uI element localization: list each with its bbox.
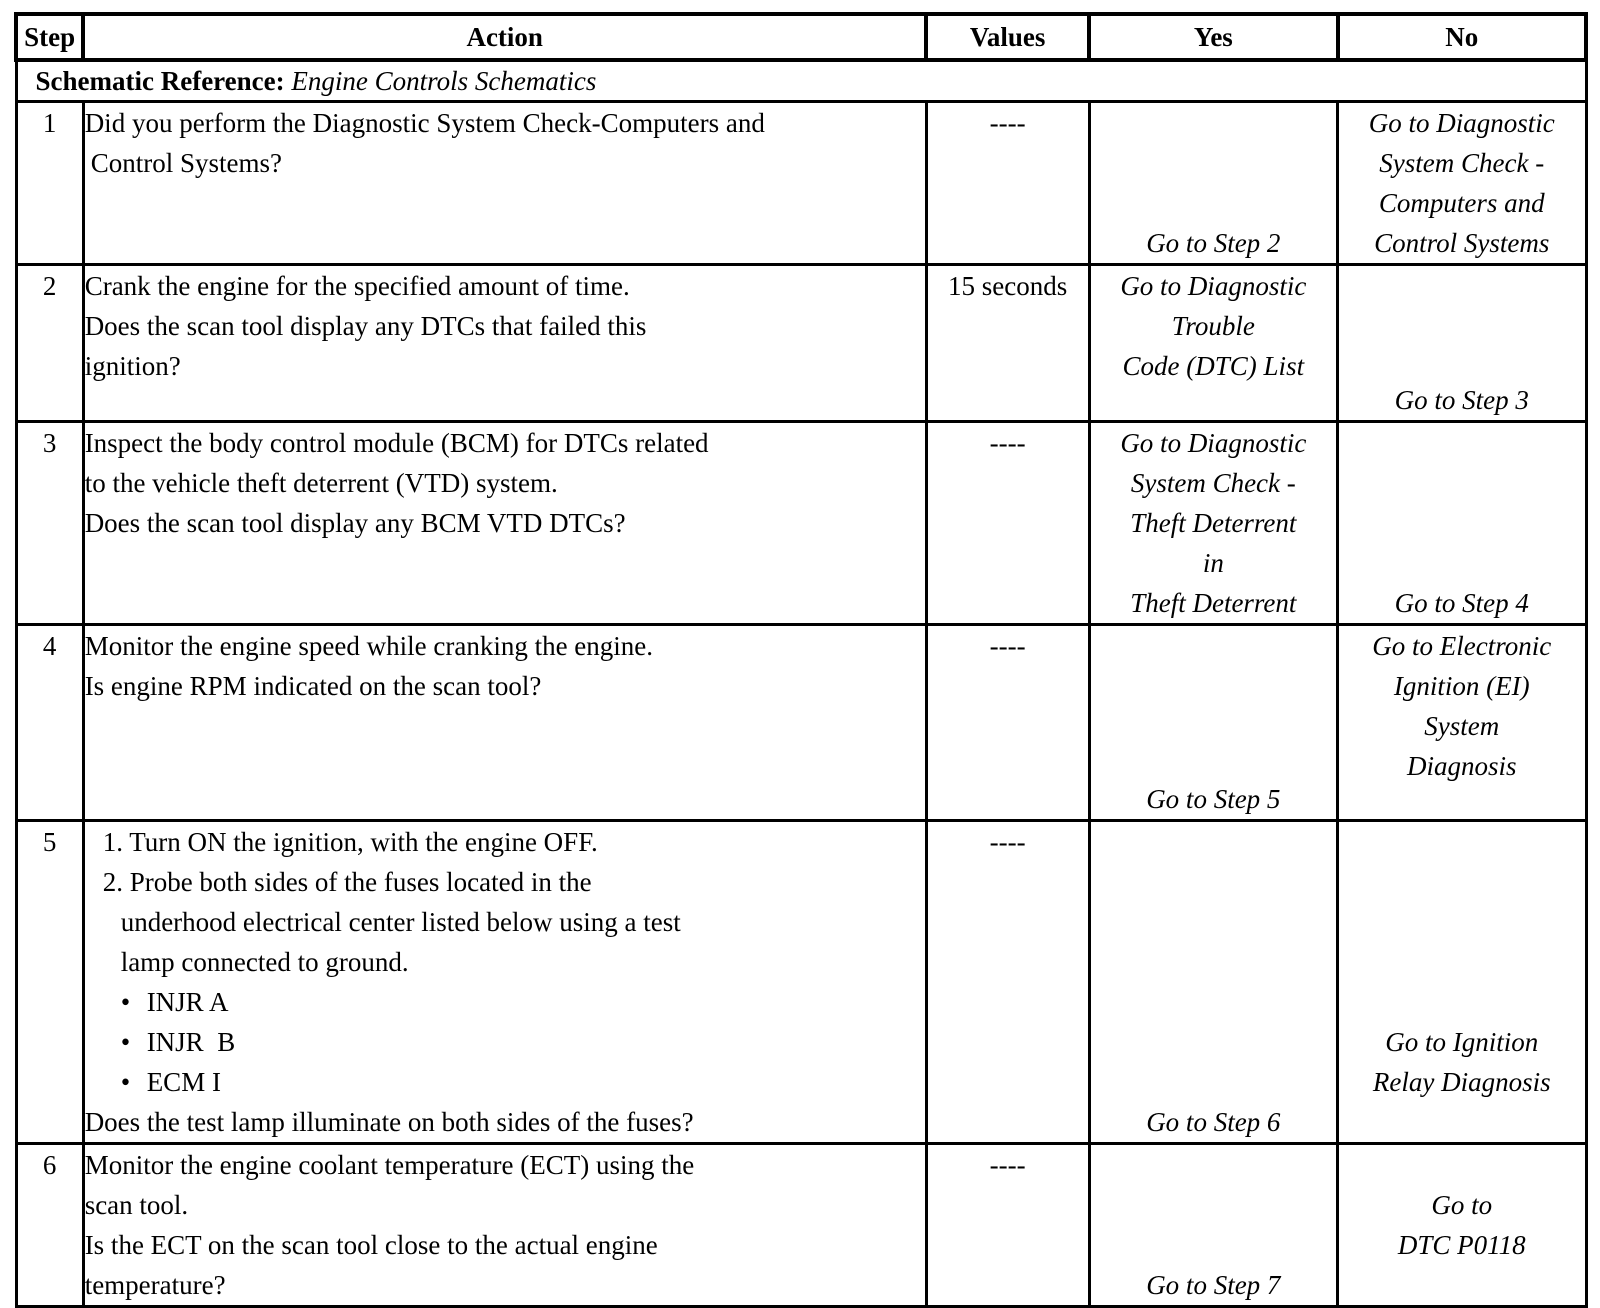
values-cell: 15 seconds xyxy=(926,265,1089,422)
header-no: No xyxy=(1338,14,1586,60)
header-action: Action xyxy=(83,14,926,60)
action-line: Is the ECT on the scan tool close to the actual engine xyxy=(84,1230,658,1260)
values-cell: ---- xyxy=(926,102,1089,265)
no-line[interactable]: Control Systems xyxy=(1374,228,1550,258)
action-line: underhood electrical center listed below using a test xyxy=(120,907,681,937)
action-line: to the vehicle theft deterrent (VTD) system. xyxy=(84,468,558,498)
yes-line[interactable]: Code (DTC) List xyxy=(1122,351,1305,381)
fuse-list-item xyxy=(85,1062,925,1102)
step-number: 3 xyxy=(16,422,83,625)
no-cell[interactable] xyxy=(1338,422,1586,625)
table-row xyxy=(16,265,1586,422)
yes-cell[interactable] xyxy=(1089,821,1337,1144)
action-line: Monitor the engine speed while cranking the engine. xyxy=(84,631,654,661)
header-values: Values xyxy=(926,14,1089,60)
schematic-reference-label: Schematic Reference: xyxy=(35,66,285,96)
fuse-list-item xyxy=(85,1022,925,1062)
action-cell xyxy=(83,102,926,265)
no-cell[interactable] xyxy=(1338,625,1586,821)
table-row xyxy=(16,1144,1586,1307)
yes-cell[interactable] xyxy=(1089,1144,1337,1307)
yes-line[interactable]: Go to Step 5 xyxy=(1146,784,1281,814)
yes-cell[interactable] xyxy=(1089,625,1337,821)
action-line: Control Systems? xyxy=(90,148,282,178)
no-line[interactable]: Go to Electronic xyxy=(1372,631,1552,661)
no-line[interactable]: Go to xyxy=(1431,1190,1493,1220)
bullet-icon: • xyxy=(120,1027,131,1057)
no-cell[interactable] xyxy=(1338,265,1586,422)
no-line[interactable]: Diagnosis xyxy=(1407,751,1517,781)
values-cell: ---- xyxy=(926,625,1089,821)
fuse-label: INJR B xyxy=(146,1027,236,1057)
yes-line[interactable]: Go to Diagnostic xyxy=(1120,271,1307,301)
no-line[interactable]: System Check - xyxy=(1379,148,1545,178)
step-number: 5 xyxy=(16,821,83,1144)
step-number: 1 xyxy=(16,102,83,265)
action-cell xyxy=(83,1144,926,1307)
action-line: Is engine RPM indicated on the scan tool? xyxy=(84,671,542,701)
table-row xyxy=(16,102,1586,265)
yes-cell[interactable] xyxy=(1089,265,1337,422)
action-line: ignition? xyxy=(84,351,181,381)
step-number: 2 xyxy=(16,265,83,422)
no-cell[interactable] xyxy=(1338,821,1586,1144)
no-line[interactable]: System xyxy=(1424,711,1500,741)
header-step: Step xyxy=(16,14,83,60)
bullet-icon: • xyxy=(120,987,131,1017)
step-number: 4 xyxy=(16,625,83,821)
no-line[interactable]: Go to Step 3 xyxy=(1394,385,1529,415)
yes-line[interactable]: in xyxy=(1202,548,1224,578)
yes-line[interactable]: Theft Deterrent xyxy=(1130,508,1297,538)
no-cell[interactable] xyxy=(1338,1144,1586,1307)
fuse-label: INJR A xyxy=(146,987,229,1017)
no-line[interactable]: Go to Step 4 xyxy=(1394,588,1529,618)
action-line: Does the scan tool display any DTCs that failed this xyxy=(84,311,647,341)
action-line: Crank the engine for the specified amount of time. xyxy=(84,271,630,301)
action-question: Does the test lamp illuminate on both sides of the fuses? xyxy=(84,1107,694,1137)
yes-line[interactable]: Go to Step 6 xyxy=(1146,1107,1281,1137)
schematic-reference-row xyxy=(16,60,1586,102)
action-line: Monitor the engine coolant temperature (ECT) using the xyxy=(84,1150,695,1180)
no-cell[interactable] xyxy=(1338,102,1586,265)
table-row xyxy=(16,821,1586,1144)
no-line[interactable]: Go to Diagnostic xyxy=(1368,108,1555,138)
action-line: lamp connected to ground. xyxy=(120,947,409,977)
table-row xyxy=(16,422,1586,625)
action-cell xyxy=(83,821,926,1144)
values-cell: ---- xyxy=(926,1144,1089,1307)
no-line[interactable]: DTC P0118 xyxy=(1397,1230,1526,1260)
values-cell: ---- xyxy=(926,422,1089,625)
action-line: Inspect the body control module (BCM) for DTCs related xyxy=(84,428,709,458)
action-line: Does the scan tool display any BCM VTD DTCs? xyxy=(84,508,626,538)
no-line[interactable]: Ignition (EI) xyxy=(1393,671,1530,701)
action-line: 2. Probe both sides of the fuses located in the xyxy=(102,867,592,897)
action-cell xyxy=(83,625,926,821)
yes-cell[interactable] xyxy=(1089,102,1337,265)
yes-line[interactable]: Go to Step 7 xyxy=(1146,1270,1281,1300)
header-row xyxy=(16,14,1586,60)
yes-line[interactable]: Go to Step 2 xyxy=(1146,228,1281,258)
header-yes: Yes xyxy=(1089,14,1337,60)
action-cell xyxy=(83,265,926,422)
table-row xyxy=(16,625,1586,821)
values-cell: ---- xyxy=(926,821,1089,1144)
yes-line[interactable]: System Check - xyxy=(1130,468,1296,498)
fuse-label: ECM I xyxy=(146,1067,221,1097)
no-line[interactable]: Computers and xyxy=(1378,188,1545,218)
fuse-list-item xyxy=(85,982,925,1022)
action-cell xyxy=(83,422,926,625)
action-line: Did you perform the Diagnostic System Check-Computers and xyxy=(84,108,765,138)
yes-line[interactable]: Theft Deterrent xyxy=(1130,588,1297,618)
diagnostic-table xyxy=(14,12,1588,1308)
yes-line[interactable]: Go to Diagnostic xyxy=(1120,428,1307,458)
step-number: 6 xyxy=(16,1144,83,1307)
yes-line[interactable]: Trouble xyxy=(1171,311,1255,341)
no-line[interactable]: Go to Ignition xyxy=(1385,1027,1539,1057)
yes-cell[interactable] xyxy=(1089,422,1337,625)
action-line: scan tool. xyxy=(84,1190,189,1220)
action-line: 1. Turn ON the ignition, with the engine OFF. xyxy=(102,827,598,857)
schematic-reference xyxy=(16,60,1586,102)
bullet-icon: • xyxy=(120,1067,131,1097)
action-line: temperature? xyxy=(84,1270,226,1300)
schematic-reference-link[interactable]: Engine Controls Schematics xyxy=(291,66,597,96)
no-line[interactable]: Relay Diagnosis xyxy=(1372,1067,1551,1097)
